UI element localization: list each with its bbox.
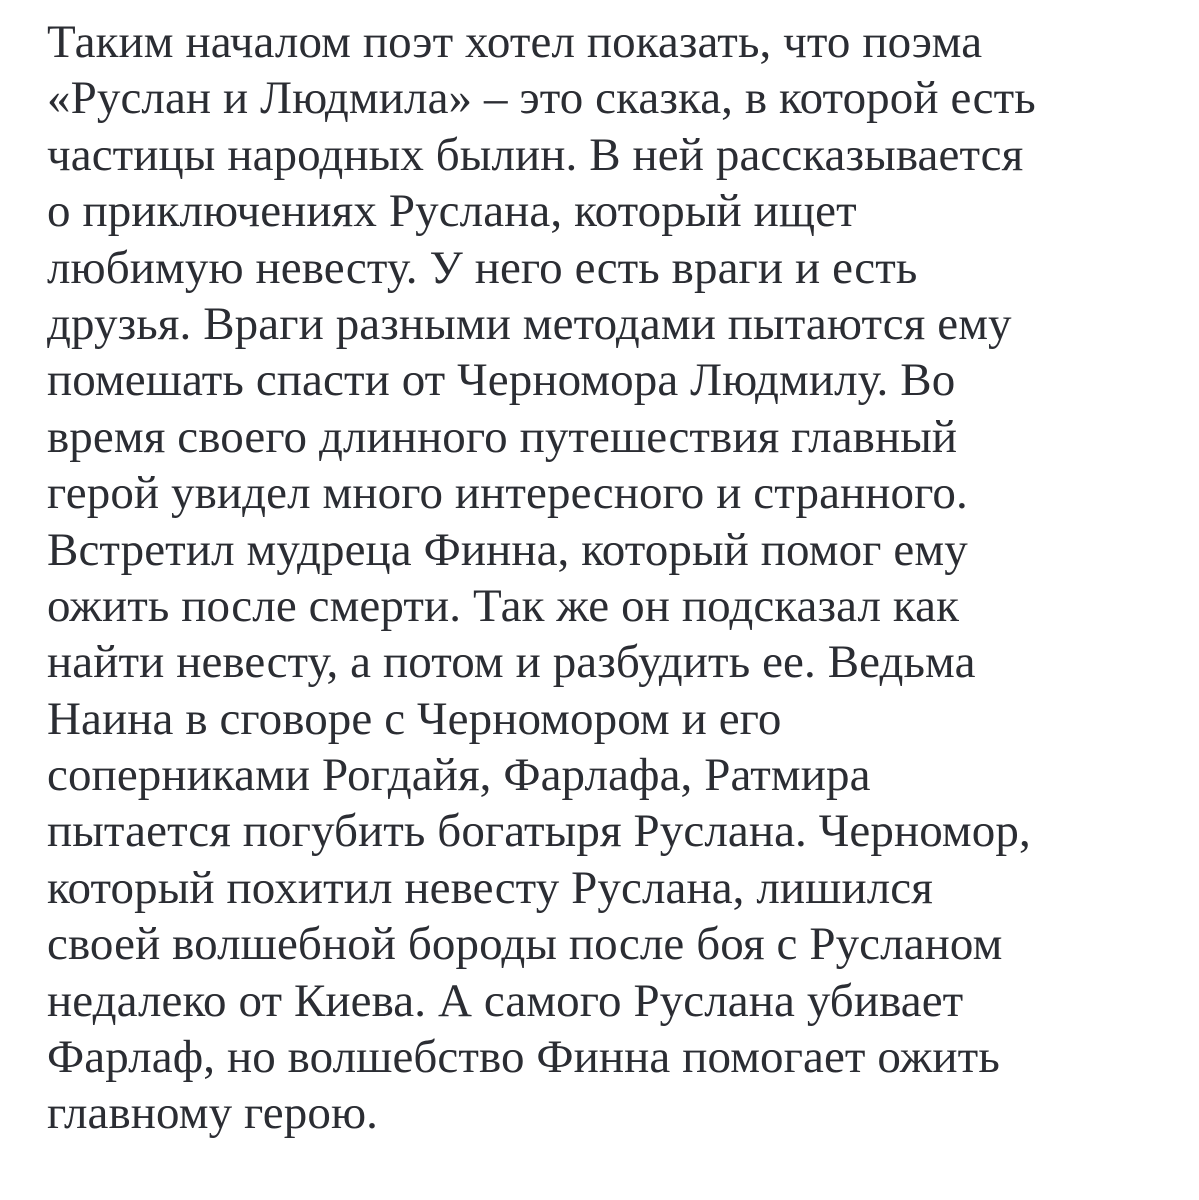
paragraph (47, 14, 1187, 1142)
text-line: который похитил невесту Руслана, лишился (47, 861, 933, 914)
text-line: частицы народных былин. В ней рассказывается (47, 128, 1024, 181)
text-line: недалеко от Киева. А самого Руслана убивает (47, 974, 964, 1027)
text-line: пытается погубить богатыря Руслана. Черномор, (47, 805, 1031, 858)
text-line: своей волшебной бороды после боя с Русланом (47, 918, 1003, 971)
text-line: Наина в сговоре с Черномором и его (47, 692, 782, 745)
text-line: о приключениях Руслана, который ищет (47, 185, 857, 238)
text-line: Встретил мудреца Финна, который помог ему (47, 523, 968, 576)
text-line: «Руслан и Людмила» – это сказка, в которой есть (47, 72, 1036, 125)
text-line: друзья. Враги разными методами пытаются ему (47, 297, 1012, 350)
text-line: главному герою. (47, 1087, 379, 1140)
text-line: герой увидел много интересного и странного. (47, 467, 968, 520)
text-line: помешать спасти от Черномора Людмилу. Во (47, 354, 956, 407)
text-line: Фарлаф, но волшебство Финна помогает ожить (47, 1031, 1000, 1084)
text-line: любимую невесту. У него есть враги и есть (47, 241, 918, 294)
text-line: время своего длинного путешествия главный (47, 410, 958, 463)
text-line: Таким началом поэт хотел показать, что поэма (47, 16, 983, 68)
text-line: найти невесту, а потом и разбудить ее. Ведьма (47, 636, 976, 689)
text-line: ожить после смерти. Так же он подсказал как (47, 579, 960, 632)
text-line: соперниками Рогдайя, Фарлафа, Ратмира (47, 749, 871, 802)
